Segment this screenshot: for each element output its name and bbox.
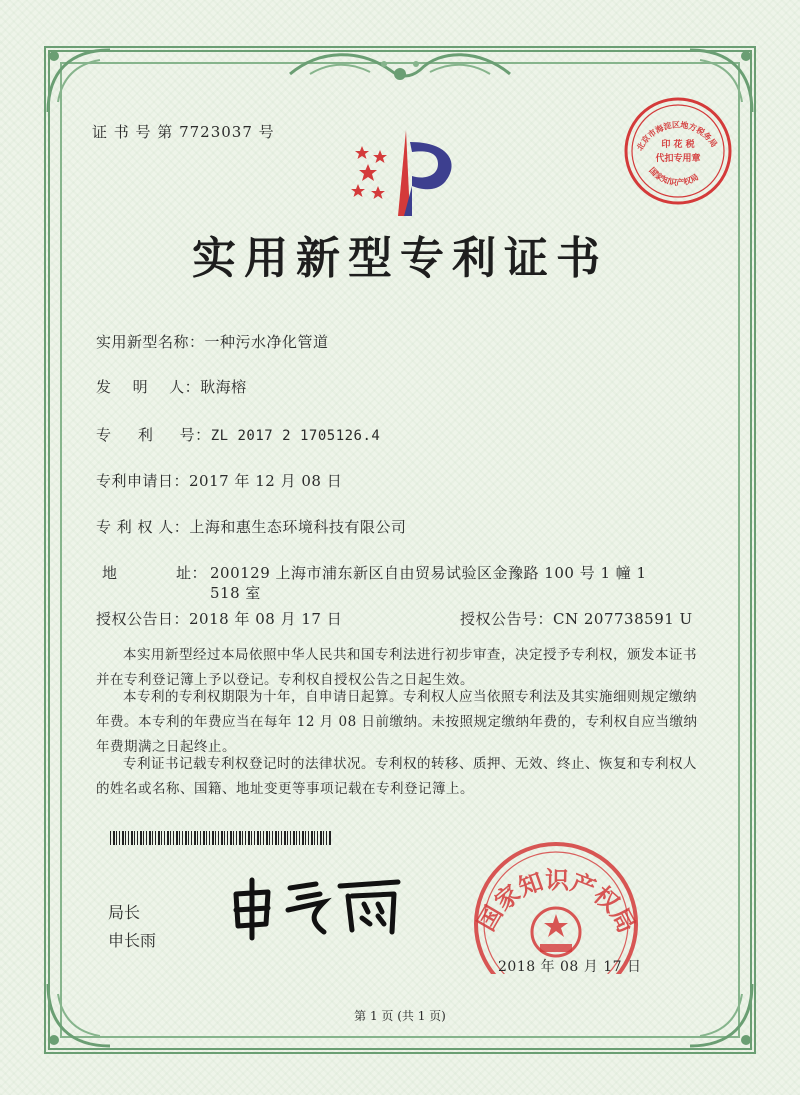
grant-date-label: 授权公告日： <box>96 610 190 628</box>
paragraph-2: 本专利的专利权期限为十年，自申请日起算。专利权人应当依照专利法及其实施细则规定缴纳年费。本专利的年费应当在每年 12 月 08 日前缴纳。未按照规定缴纳年费的，专利权自应当缴纳年费期满之日起终止。 <box>96 689 698 755</box>
inventor-value: 耿海榕 <box>200 378 247 396</box>
director-title: 局长 <box>108 903 141 922</box>
patentee-row <box>96 516 406 537</box>
barcode <box>110 831 332 845</box>
handwritten-signature <box>228 872 418 942</box>
certificate-title: 实用新型专利证书 <box>192 233 608 284</box>
grant-date-row <box>96 608 342 629</box>
director-name: 申长雨 <box>108 931 157 950</box>
tax-stamp-seal <box>622 95 734 207</box>
patent-office-logo-icon <box>340 124 470 224</box>
utility-model-name-label: 实用新型名称： <box>96 333 205 351</box>
paragraph-3: 专利证书记载专利权登记时的法律状况。专利权的转移、质押、无效、终止、恢复和专利权人的姓名或名称、国籍、地址变更等事项记载在专利登记簿上。 <box>96 756 697 797</box>
patent-number-row <box>96 424 380 445</box>
corner-ornament-tl <box>40 42 120 122</box>
svg-text:国家知识产权局: 国家知识产权局 <box>647 165 701 188</box>
inventor-label: 发 明 人： <box>96 378 201 396</box>
paragraph-1: 本实用新型经过本局依照中华人民共和国专利法进行初步审查，决定授予专利权，颁发本证书并在专利登记簿上予以登记。专利权自授权公告之日起生效。 <box>96 647 697 688</box>
grant-number-row <box>460 608 693 629</box>
svg-text:北京市海淀区地方税务局: 北京市海淀区地方税务局 <box>635 120 719 153</box>
grant-number-label: 授权公告号： <box>460 610 554 628</box>
grant-date-value: 2018 年 08 月 17 日 <box>189 610 343 628</box>
patent-number-label: 专 利 号： <box>96 426 211 444</box>
inventor-row <box>96 376 247 397</box>
patent-number-value: ZL 2017 2 1705126.4 <box>210 428 381 444</box>
patentee-label: 专 利 权 人： <box>96 518 190 536</box>
patentee-value: 上海和惠生态环境科技有限公司 <box>189 518 407 536</box>
address-value-line2: 518 室 <box>210 584 261 602</box>
filing-date-label: 专利申请日： <box>96 472 190 490</box>
certificate-number: 证 书 号 第 7723037 号 <box>92 123 275 141</box>
grant-number-value: CN 207738591 U <box>553 610 693 628</box>
svg-text:国家知识产权局: 国家知识产权局 <box>472 866 641 938</box>
utility-model-name-value: 一种污水净化管道 <box>204 333 329 351</box>
filing-date-value: 2017 年 12 月 08 日 <box>189 472 343 490</box>
utility-model-name-row <box>96 331 329 352</box>
address-label-1: 地 <box>102 564 118 582</box>
page-number: 第 1 页 (共 1 页) <box>354 1009 446 1023</box>
official-seal <box>470 840 642 974</box>
filing-date-row <box>96 470 342 491</box>
address-value-line1: 200129 上海市浦东新区自由贸易试验区金豫路 100 号 1 幢 1 <box>210 564 647 582</box>
seal-date: 2018 年 08 月 17 日 <box>498 959 642 975</box>
top-ornament <box>280 44 520 90</box>
address-label-2: 址： <box>176 564 208 582</box>
svg-text:代扣专用章: 代扣专用章 <box>655 154 701 164</box>
svg-text:印 花 税: 印 花 税 <box>661 140 695 150</box>
